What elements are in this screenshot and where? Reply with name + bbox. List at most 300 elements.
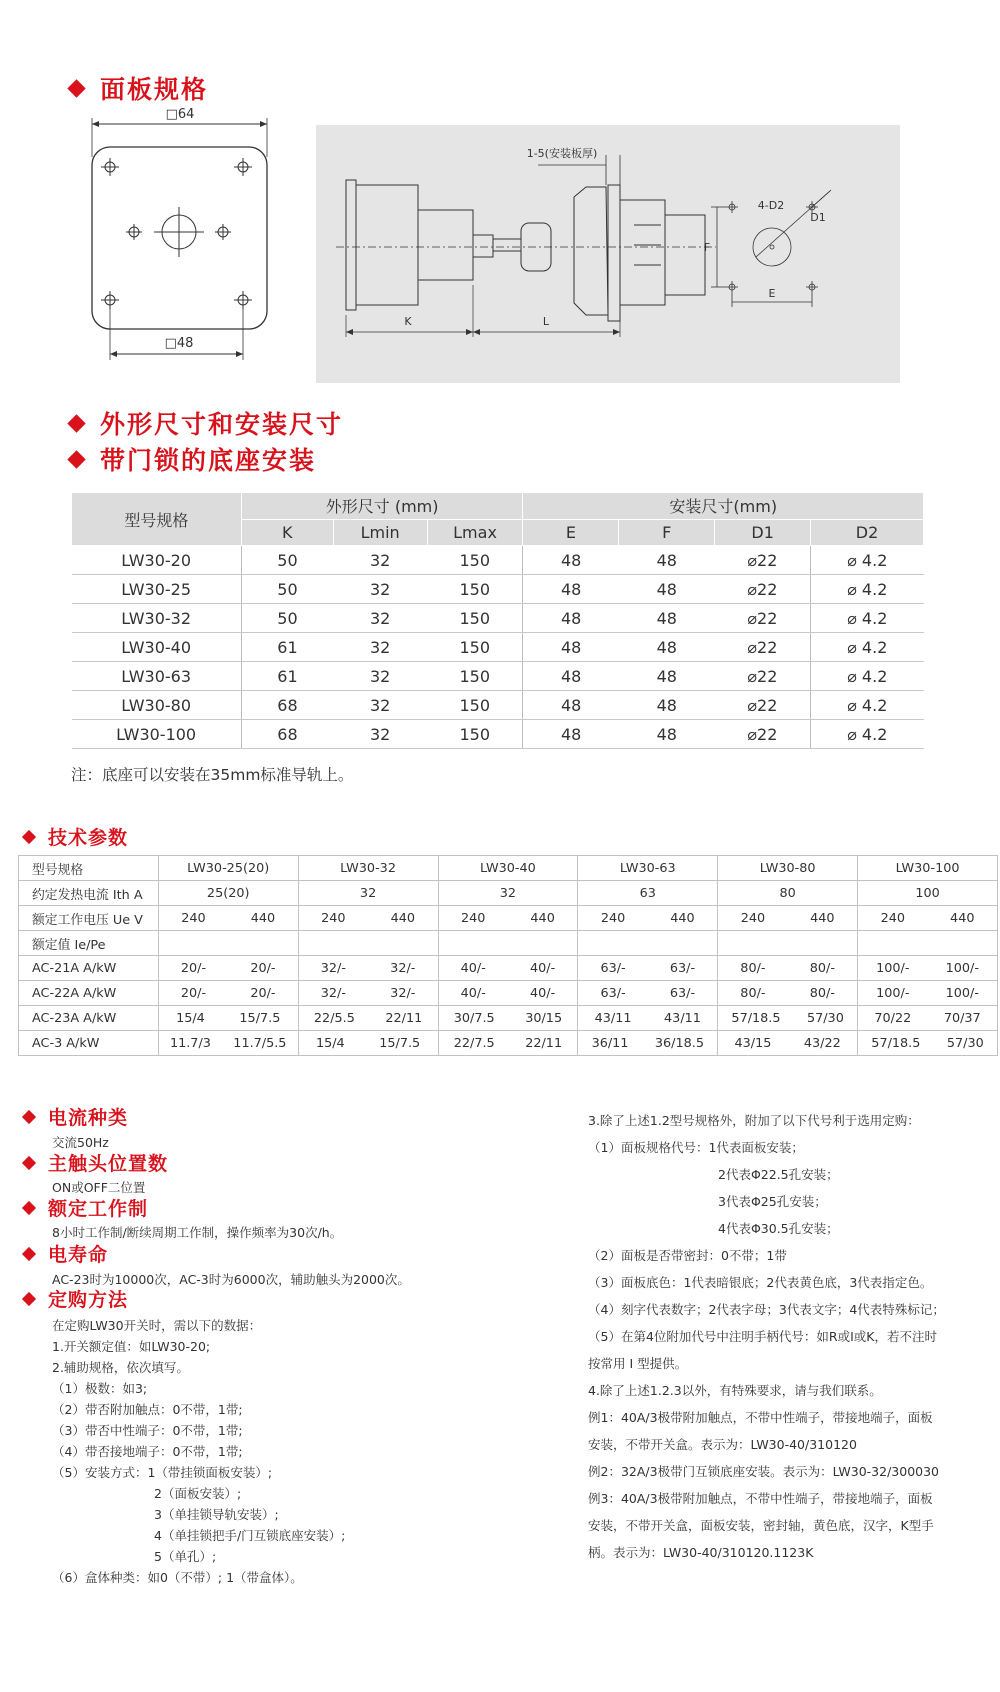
l-label: L [542,315,550,328]
heading-text: 带门锁的底座安装 [100,446,317,475]
param-value: 57/30 [806,1010,844,1026]
value-pair [578,1011,717,1026]
param-value: 32/- [320,985,346,1001]
param-value-cell [438,1031,578,1056]
param-value: 57/18.5 [731,1010,781,1026]
tech-params-table [18,855,998,1056]
value-cell: 48 [523,720,619,749]
code-line: 3代表Φ25孔安装； [718,1194,827,1209]
ordering-line: 4（单挂锁把手/门互锁底座安装）; [154,1528,346,1543]
heading-door-lock [70,441,316,477]
dim-table-note: 注：底座可以安装在35mm标准导轨上。 [71,766,354,784]
param-value-cell: 25(20) [158,881,298,906]
param-value: 36/18.5 [654,1035,704,1051]
value-cell: 48 [619,604,715,633]
value-pair [299,911,438,926]
param-value-cell [578,956,718,981]
param-value: 70/22 [874,1010,912,1026]
param-value: 80/- [809,985,835,1001]
code-line: 2代表Φ22.5孔安装； [718,1167,839,1182]
code-line: 例2：32A/3极带门互锁底座安装。表示为：LW30-32/300030 [588,1464,940,1479]
diamond-bullet-icon [67,450,85,468]
param-value-cell [298,956,438,981]
value-cell: ⌀22 [715,662,811,691]
param-value-cell [298,981,438,1006]
param-value-cell: LW30-63 [578,856,718,881]
param-value: 240 [460,910,486,926]
param-value: 80/- [809,960,835,976]
param-label: AC-22A A/kW [19,981,159,1006]
value-pair [578,911,717,926]
param-value: 440 [810,910,835,926]
value-cell: 68 [241,691,333,720]
heading-contact-positions [24,1149,168,1176]
heading-text: 面板规格 [100,75,209,104]
f-label: F [703,241,711,254]
code-line: 例1：40A/3极带附加触点，不带中性端子，带接地端子，面板 [588,1410,933,1425]
param-label: AC-3 A/kW [19,1031,159,1056]
value-pair [299,986,438,1001]
ordering-line: （6）盒体种类：如0（不带）; 1（带盒体）。 [52,1570,303,1585]
param-value: 440 [670,910,695,926]
param-value-cell: LW30-40 [438,856,578,881]
value-cell: 48 [523,691,619,720]
value-pair [299,1011,438,1026]
heading-text: 外形尺寸和安装尺寸 [100,410,344,439]
column-header: D2 [811,519,924,546]
code-line: 4代表Φ30.5孔安装； [718,1221,839,1236]
value-pair [718,911,857,926]
param-value-cell [298,906,438,931]
param-value-cell: 80 [718,881,858,906]
code-line: （4）刻字代表数字；2代表字母；3代表文字；4代表特殊标记； [588,1302,945,1317]
code-line: （2）面板是否带密封：0不带；1带 [588,1248,787,1263]
value-pair [159,1036,298,1051]
model-cell: LW30-32 [72,604,242,633]
dimension-table [71,492,924,749]
value-cell: ⌀ 4.2 [811,575,924,604]
param-label: AC-21A A/kW [19,956,159,981]
table-row [72,691,924,720]
param-value-cell [438,981,578,1006]
param-value: 22/5.5 [313,1010,355,1026]
value-cell: 32 [333,575,427,604]
value-cell: 48 [523,662,619,691]
param-value: 11.7/3 [169,1035,211,1051]
value-pair [858,911,997,926]
diamond-bullet-icon [22,1291,36,1305]
param-value: 20/- [180,960,207,976]
diamond-bullet-icon [67,414,85,432]
param-value-cell [158,906,298,931]
param-value-cell [438,1006,578,1031]
value-cell: 32 [333,691,427,720]
column-header: Lmin [333,519,427,546]
param-value: 22/11 [385,1010,423,1026]
column-header: Lmax [427,519,523,546]
param-value-cell [858,931,998,956]
e-label: E [768,287,776,300]
param-value-cell: LW30-80 [718,856,858,881]
value-cell: 68 [241,720,333,749]
value-cell: 150 [427,662,523,691]
value-pair [718,1036,857,1051]
ordering-line: （1）极数：如3; [52,1381,148,1396]
param-value: 32/- [390,960,416,976]
param-value-cell [298,931,438,956]
code-line: （3）面板底色：1代表暗银底；2代表黄色底，3代表指定色。 [588,1275,933,1290]
table-row [19,881,998,906]
param-value: 100/- [876,960,910,976]
param-value: 40/- [460,985,486,1001]
param-value: 22/7.5 [453,1035,495,1051]
value-cell: ⌀ 4.2 [811,604,924,633]
panel-inner-dim: □48 [164,336,194,351]
table-row [72,575,924,604]
param-value: 43/15 [734,1035,772,1051]
value-cell: 61 [241,662,333,691]
table-row [72,546,924,575]
param-value: 57/18.5 [871,1035,921,1051]
value-cell: 48 [523,633,619,662]
value-pair [439,961,578,976]
param-value: 11.7/5.5 [233,1035,287,1051]
param-value-cell [718,931,858,956]
table-row [72,662,924,691]
param-value-cell [718,956,858,981]
param-value-cell [718,906,858,931]
ordering-line: 2（面板安装）; [154,1486,242,1501]
column-header: F [619,519,715,546]
value-cell: 150 [427,720,523,749]
heading-rated-duty [24,1194,148,1221]
hole-label: 4-D2 [757,199,785,212]
value-cell: ⌀22 [715,720,811,749]
param-value: 15/7.5 [379,1035,421,1051]
param-value-cell [438,931,578,956]
value-cell: ⌀ 4.2 [811,720,924,749]
heading-electrical-life [24,1240,108,1267]
ordering-line: 5（单孔）; [154,1549,217,1564]
code-line: （1）面板规格代号：1代表面板安装； [588,1140,804,1155]
column-header: D1 [715,519,811,546]
param-value-cell [158,931,298,956]
ordering-line: 2.辅助规格，依次填写。 [52,1360,189,1375]
param-value: 70/37 [943,1010,981,1026]
param-value: 30/15 [525,1010,563,1026]
value-pair [159,1011,298,1026]
heading-text: 主触头位置数 [48,1153,169,1175]
diamond-bullet-icon [22,829,36,843]
value-cell: 50 [241,604,333,633]
value-pair [439,911,578,926]
value-cell: 48 [619,633,715,662]
param-value: 15/4 [315,1035,345,1051]
value-cell: ⌀22 [715,691,811,720]
model-cell: LW30-100 [72,720,242,749]
value-cell: 32 [333,633,427,662]
heading-text: 电寿命 [48,1244,109,1266]
param-value-cell [858,1031,998,1056]
param-value-cell [858,956,998,981]
value-pair [858,1011,997,1026]
heading-dimensions [70,405,343,441]
param-value-cell [578,906,718,931]
heading-ordering [24,1285,128,1312]
value-cell: 48 [523,575,619,604]
value-pair [439,1036,578,1051]
value-cell: 150 [427,691,523,720]
model-cell: LW30-20 [72,546,242,575]
side-view-drawing [316,125,900,383]
value-cell: 48 [619,575,715,604]
code-line: 例3：40A/3极带附加触点，不带中性端子，带接地端子，面板 [588,1491,933,1506]
value-cell: 32 [333,662,427,691]
value-pair [718,1011,857,1026]
electrical-life-text: AC-23时为10000次，AC-3时为6000次，辅助触头为2000次。 [52,1272,410,1287]
code-line: （5）在第4位附加代号中注明手柄代号：如R或I或K，若不注时 [588,1329,937,1344]
param-value: 57/30 [946,1035,984,1051]
param-value-cell [858,1006,998,1031]
param-label: 约定发热电流 Ith A [19,881,159,906]
value-pair [858,1036,997,1051]
diamond-bullet-icon [22,1200,36,1214]
k-label: K [404,315,412,328]
param-label: 额定工作电压 Ue V [19,906,159,931]
param-value: 40/- [460,960,486,976]
heading-text: 电流种类 [48,1107,129,1129]
ordering-line: 在定购LW30开关时，需以下的数据： [52,1318,262,1333]
code-line: 按常用 I 型提供。 [588,1356,688,1371]
param-value-cell: LW30-25(20) [158,856,298,881]
value-pair [159,961,298,976]
param-value: 63/- [600,960,626,976]
plate-thickness-label: 1-5(安装板厚) [526,147,598,160]
value-cell: 150 [427,575,523,604]
table-row [19,906,998,931]
heading-text: 技术参数 [48,827,129,849]
value-pair [578,986,717,1001]
param-value-cell [718,1031,858,1056]
param-value: 80/- [740,960,766,976]
diamond-bullet-icon [22,1155,36,1169]
model-cell: LW30-80 [72,691,242,720]
param-value-cell [858,906,998,931]
value-cell: 50 [241,546,333,575]
heading-text: 定购方法 [48,1289,129,1311]
value-cell: 48 [619,720,715,749]
value-cell: ⌀ 4.2 [811,546,924,575]
param-value: 100/- [945,960,979,976]
param-value-cell [578,931,718,956]
code-line: 4.除了上述1.2.3以外，有特殊要求，请与我们联系。 [588,1383,882,1398]
param-value-cell [718,981,858,1006]
param-value: 440 [950,910,975,926]
param-value: 43/11 [664,1010,701,1026]
table-row [19,856,998,881]
heading-tech-params [24,823,128,850]
param-value: 240 [880,910,906,926]
ordering-line: （3）带否中性端子：0不带，1带; [52,1423,243,1438]
outer-dims-header: 外形尺寸 (mm) [241,493,523,520]
value-cell: ⌀22 [715,575,811,604]
model-header: 型号规格 [72,493,242,546]
value-pair [439,986,578,1001]
ordering-line: （2）带否附加触点：0不带，1带; [52,1402,243,1417]
table-row [19,931,998,956]
diamond-bullet-icon [22,1246,36,1260]
value-cell: ⌀22 [715,633,811,662]
param-value-cell: 100 [858,881,998,906]
param-label: 型号规格 [19,856,159,881]
param-value-cell [158,1006,298,1031]
param-value-cell [298,1031,438,1056]
value-cell: 150 [427,604,523,633]
param-value: 440 [530,910,555,926]
value-cell: 150 [427,546,523,575]
param-value: 30/7.5 [453,1010,495,1026]
value-pair [718,986,857,1001]
param-value: 100/- [876,985,910,1001]
param-value-cell [298,1006,438,1031]
value-cell: ⌀ 4.2 [811,633,924,662]
value-pair [299,1036,438,1051]
value-pair [299,961,438,976]
value-cell: ⌀ 4.2 [811,662,924,691]
value-cell: 48 [523,604,619,633]
param-value-cell: LW30-100 [858,856,998,881]
code-line: 安装，不带开关盒。表示为：LW30-40/310120 [588,1437,857,1452]
param-value-cell: 63 [578,881,718,906]
param-value: 20/- [250,960,276,976]
param-value: 80/- [740,985,766,1001]
param-value: 440 [250,910,276,926]
param-value: 32/- [390,985,416,1001]
param-value: 40/- [530,985,556,1001]
contact-positions-text: ON或OFF二位置 [52,1180,146,1195]
model-cell: LW30-63 [72,662,242,691]
value-pair [159,986,298,1001]
param-value-cell: LW30-32 [298,856,438,881]
param-value-cell [718,1006,858,1031]
value-cell: 32 [333,604,427,633]
param-value: 240 [321,910,346,926]
column-header: E [523,519,619,546]
ordering-line: （5）安装方式：1（带挂锁面板安装）; [52,1465,273,1480]
value-cell: 48 [619,691,715,720]
value-cell: ⌀ 4.2 [811,691,924,720]
param-value-cell: 32 [438,881,578,906]
value-cell: ⌀22 [715,546,811,575]
panel-outer-dim: □64 [165,107,195,122]
current-type-text: 交流50Hz [52,1135,109,1150]
code-line: 安装，不带开关盒，面板安装，密封轴，黄色底，汉字，K型手 [588,1518,934,1533]
value-pair [578,1036,717,1051]
ordering-line: 3（单挂锁导轨安装）; [154,1507,279,1522]
param-value: 32/- [320,960,346,976]
param-value: 36/11 [591,1035,629,1051]
value-cell: 150 [427,633,523,662]
ordering-line: （4）带否接地端子：0不带，1带; [52,1444,243,1459]
param-value: 15/7.5 [239,1010,281,1026]
table-row [72,604,924,633]
param-value: 240 [600,910,626,926]
column-header: K [241,519,333,546]
param-value: 43/11 [594,1010,632,1026]
param-value: 15/4 [176,1010,205,1026]
table-row [19,956,998,981]
model-cell: LW30-40 [72,633,242,662]
table-row [72,633,924,662]
d1-label: D1 [810,211,826,224]
value-cell: 32 [333,546,427,575]
diamond-bullet-icon [67,79,85,97]
param-value: 20/- [250,985,276,1001]
heading-text: 额定工作制 [48,1198,149,1220]
param-value-cell [158,956,298,981]
param-value-cell [858,981,998,1006]
heading-panel-spec [70,70,208,106]
value-pair [718,961,857,976]
param-value: 440 [390,910,415,926]
param-value: 63/- [600,985,626,1001]
ordering-line: 1.开关额定值：如LW30-20; [52,1339,211,1354]
param-value: 240 [181,910,206,926]
value-pair [578,961,717,976]
param-value-cell [158,1031,298,1056]
table-row [19,1006,998,1031]
param-value-cell [438,956,578,981]
panel-front-drawing [82,102,292,370]
param-value: 40/- [530,960,556,976]
code-line: 3.除了上述1.2型号规格外，附加了以下代号利于选用定购： [588,1113,920,1128]
value-pair [858,986,997,1001]
param-value-cell [578,981,718,1006]
value-cell: 61 [241,633,333,662]
diamond-bullet-icon [22,1109,36,1123]
param-value-cell: 32 [298,881,438,906]
param-value: 20/- [180,985,207,1001]
rated-duty-text: 8小时工作制/断续周期工作制，操作频率为30次/h。 [52,1225,343,1240]
table-row [19,1031,998,1056]
param-label: AC-23A A/kW [19,1006,159,1031]
param-label: 额定值 Ie/Pe [19,931,159,956]
param-value-cell [578,1031,718,1056]
value-cell: ⌀22 [715,604,811,633]
param-value: 100/- [945,985,979,1001]
heading-current-type [24,1103,128,1130]
param-value: 240 [740,910,766,926]
param-value: 63/- [669,960,696,976]
code-line: 柄。表示为：LW30-40/310120.1123K [588,1545,814,1560]
param-value: 43/22 [803,1035,841,1051]
value-cell: 50 [241,575,333,604]
value-cell: 48 [619,546,715,575]
install-dims-header: 安装尺寸(mm) [523,493,924,520]
param-value: 22/11 [525,1035,563,1051]
value-cell: 32 [333,720,427,749]
table-row [72,720,924,749]
param-value-cell [578,1006,718,1031]
value-cell: 48 [619,662,715,691]
table-row [19,981,998,1006]
value-pair [159,911,298,926]
param-value-cell [158,981,298,1006]
value-cell: 48 [523,546,619,575]
param-value: 63/- [669,985,696,1001]
param-value-cell [438,906,578,931]
model-cell: LW30-25 [72,575,242,604]
